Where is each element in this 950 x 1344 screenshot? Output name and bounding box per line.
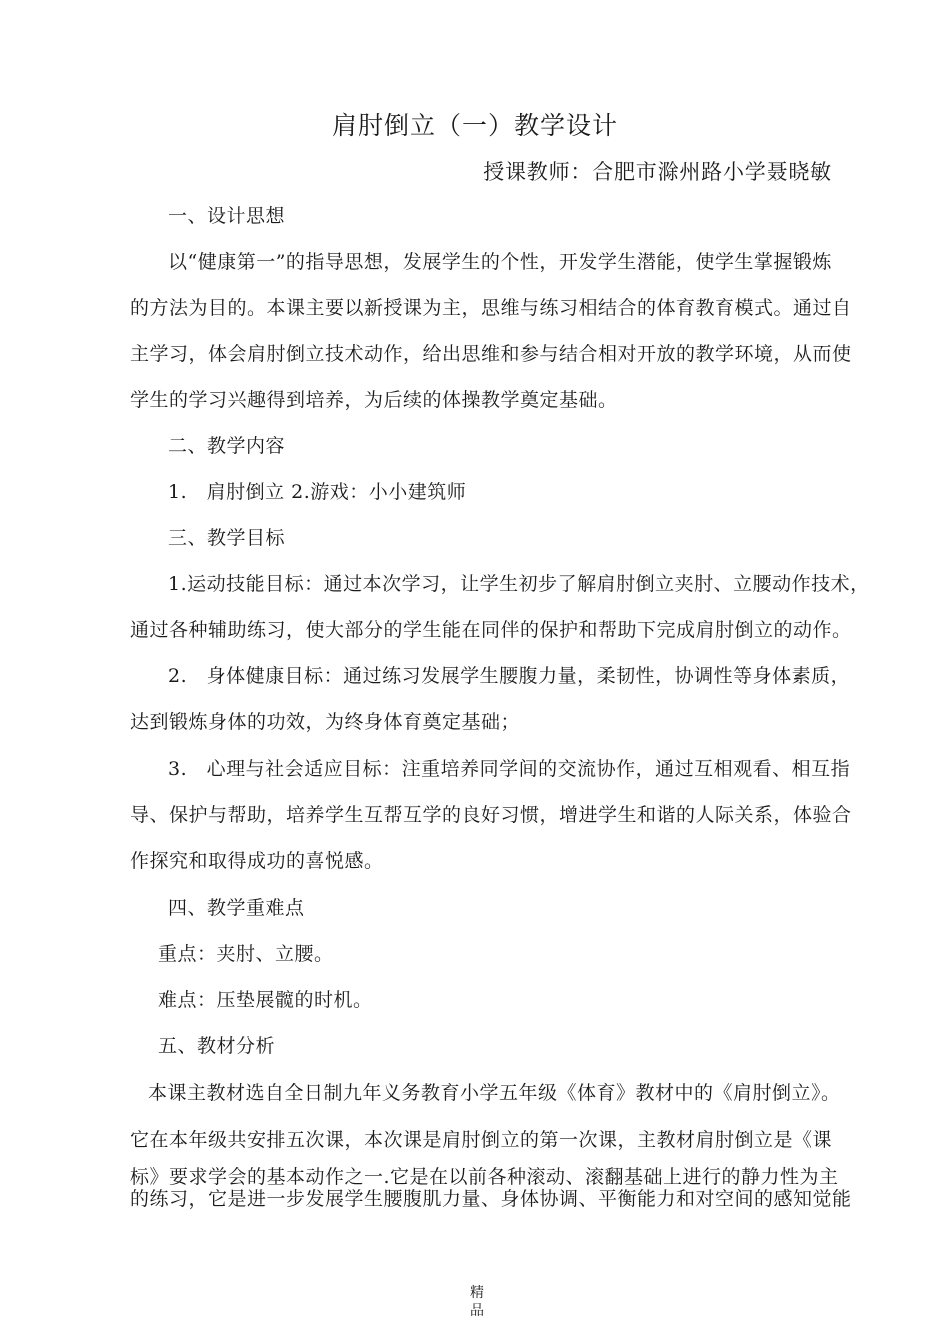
section-heading-key-points: 四、教学重难点 bbox=[168, 897, 305, 919]
document-title: 肩肘倒立（一）教学设计 bbox=[331, 111, 618, 140]
analysis-line: 本课主教材选自全日制九年义务教育小学五年级《体育》教材中的《肩肘倒立》。 bbox=[148, 1082, 841, 1104]
goal-line: 导、保护与帮助，培养学生互帮互学的良好习惯，增进学生和谐的人际关系，体验合 bbox=[130, 804, 852, 826]
paragraph-line: 主学习，体会肩肘倒立技术动作，给出思维和参与结合相对开放的教学环境，从而使 bbox=[130, 343, 852, 365]
section-heading-design-idea: 一、设计思想 bbox=[168, 205, 286, 227]
content-item: 1. 肩肘倒立 2.游戏：小小建筑师 bbox=[168, 481, 467, 503]
section-heading-material-analysis: 五、教材分析 bbox=[158, 1035, 276, 1057]
section-heading-content: 二、教学内容 bbox=[168, 435, 286, 457]
goal-line: 达到锻炼身体的功效，为终身体育奠定基础； bbox=[130, 711, 521, 733]
paragraph-line: 学生的学习兴趣得到培养，为后续的体操教学奠定基础。 bbox=[130, 389, 618, 411]
paragraph-line: 的方法为目的。本课主要以新授课为主，思维与练习相结合的体育教育模式。通过自 bbox=[130, 297, 852, 319]
section-heading-goals: 三、教学目标 bbox=[168, 527, 286, 549]
goal-line: 1.运动技能目标：通过本次学习，让学生初步了解肩肘倒立夹肘、立腰动作技术， bbox=[168, 573, 870, 595]
goal-line: 3. 心理与社会适应目标：注重培养同学间的交流协作，通过互相观看、相互指 bbox=[168, 758, 851, 780]
analysis-line: 的练习，它是进一步发展学生腰腹肌力量、身体协调、平衡能力和对空间的感知觉能 bbox=[130, 1188, 852, 1210]
analysis-line: 标》要求学会的基本动作之一.它是在以前各种滚动、滚翻基础上进行的静力性为主 bbox=[130, 1166, 839, 1188]
footer-mark: 精品 bbox=[470, 1285, 484, 1319]
goal-line: 通过各种辅助练习，使大部分的学生能在同伴的保护和帮助下完成肩肘倒立的动作。 bbox=[130, 619, 852, 641]
teacher-line: 授课教师：合肥市滁州路小学聂晓敏 bbox=[483, 160, 832, 184]
difficulty-point: 难点：压垫展髋的时机。 bbox=[158, 989, 373, 1011]
paragraph-line: 以“健康第一”的指导思想，发展学生的个性，开发学生潜能，使学生掌握锻炼 bbox=[168, 251, 832, 273]
key-point: 重点：夹肘、立腰。 bbox=[158, 943, 334, 965]
goal-line: 作探究和取得成功的喜悦感。 bbox=[130, 850, 384, 872]
goal-line: 2. 身体健康目标：通过练习发展学生腰腹力量，柔韧性，协调性等身体素质， bbox=[168, 665, 851, 687]
analysis-line: 它在本年级共安排五次课，本次课是肩肘倒立的第一次课，主教材肩肘倒立是《课 bbox=[130, 1129, 833, 1151]
